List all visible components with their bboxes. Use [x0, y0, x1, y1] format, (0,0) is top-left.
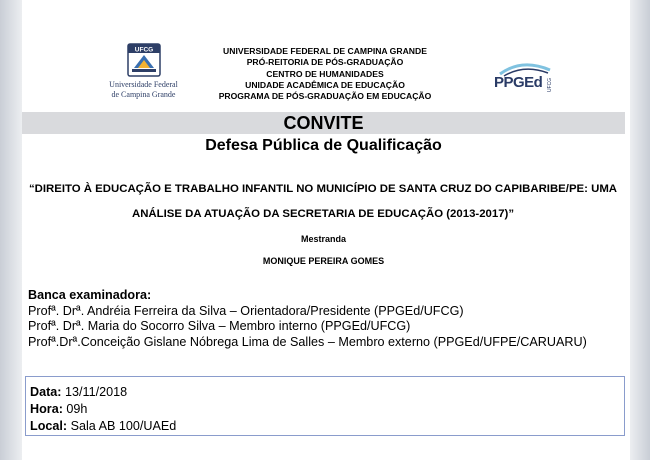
- event-details-box: [25, 376, 625, 436]
- header-line: PRÓ-REITORIA DE PÓS-GRADUAÇÃO: [246, 57, 404, 68]
- place-value: Sala AB 100/UAEd: [70, 419, 177, 433]
- invite-subtitle: Defesa Pública de Qualificação: [205, 137, 442, 154]
- place-label: Local:: [30, 419, 68, 433]
- header-line: PROGRAMA DE PÓS-GRADUAÇÃO EM EDUCAÇÃO: [218, 91, 432, 102]
- board-member: Profª. Drª. Maria do Socorro Silva – Membro interno (PPGEd/UFCG): [28, 319, 411, 334]
- header-line: UNIVERSIDADE FEDERAL DE CAMPINA GRANDE: [223, 46, 427, 56]
- ppged-logo-text: PPGEd: [494, 74, 543, 91]
- header-line: CENTRO DE HUMANIDADES: [266, 68, 384, 79]
- header-line: UNIDADE ACADÊMICA DE EDUCAÇÃO: [245, 79, 405, 90]
- time-value: 09h: [66, 402, 88, 416]
- ufcg-emblem-icon: [126, 42, 162, 78]
- board-member: Profª. Drª. Andréia Ferreira da Silva – Orientadora/Presidente (PPGEd/UFCG): [28, 303, 464, 318]
- time-label: Hora:: [30, 402, 63, 416]
- time-row: [30, 401, 624, 418]
- ufcg-emblem-text: UFCG: [134, 46, 153, 54]
- ppged-logo: [492, 60, 562, 100]
- ufcg-logo: [96, 42, 191, 100]
- candidate-role: Mestranda: [300, 234, 346, 244]
- right-edge-shade: [630, 0, 650, 460]
- invite-title: CONVITE: [22, 112, 625, 134]
- board-heading: Banca examinadora:: [28, 288, 152, 302]
- date-value: 13/11/2018: [65, 385, 128, 399]
- board-member: Profª.Drª.Conceição Gislane Nóbrega Lima de Salles – Membro externo (PPGEd/UFPE/CARUARU): [28, 334, 587, 349]
- date-row: [30, 384, 624, 401]
- ufcg-caption-line1: Universidade Federal: [109, 80, 178, 89]
- thesis-title: “DIREITO À EDUCAÇÃO E TRABALHO INFANTIL NO MUNICÍPIO DE SANTA CRUZ DO CAPIBARIBE/PE: UMA ANÁLISE DA ATUAÇÃO DA SECRETARIA DE EDUCAÇÃO (2013-2017)”: [28, 183, 618, 220]
- ppged-logo-side-text: UFCG: [547, 77, 553, 92]
- examining-board: [28, 288, 626, 350]
- ufcg-caption-line2: de Campina Grande: [111, 90, 176, 99]
- left-edge-shade: [0, 0, 22, 460]
- candidate-name: MONIQUE PEREIRA GOMES: [262, 256, 385, 266]
- place-row: [30, 418, 624, 435]
- date-label: Data:: [30, 385, 62, 399]
- institution-header: [190, 46, 460, 102]
